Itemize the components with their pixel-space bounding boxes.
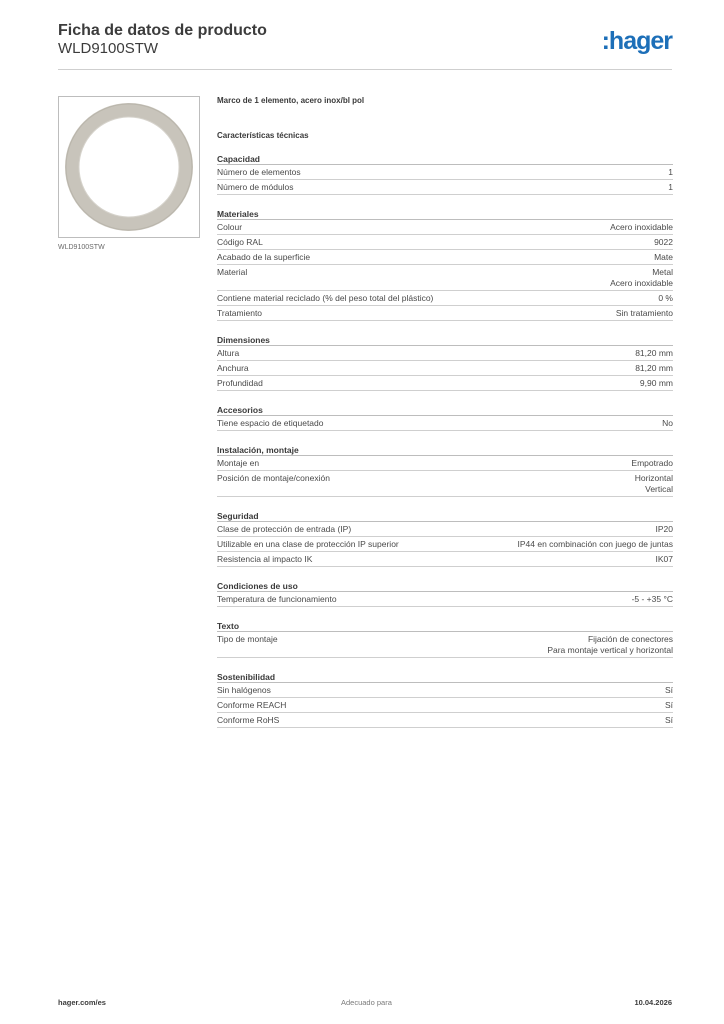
technical-characteristics-title: Características técnicas [217, 131, 309, 140]
spec-section [217, 444, 673, 497]
spec-label: Altura [217, 348, 240, 358]
spec-section [217, 671, 673, 728]
spec-value-line: 1 [668, 167, 673, 177]
spec-label: Material [217, 267, 248, 277]
spec-value-line: 9,90 mm [639, 378, 673, 388]
spec-value [640, 378, 673, 389]
spec-value-line: Sí [664, 700, 673, 710]
spec-value [665, 700, 673, 711]
spec-row [217, 713, 673, 728]
spec-label: Conforme REACH [217, 700, 287, 710]
product-description: Marco de 1 elemento, acero inox/bl pol [217, 96, 365, 105]
footer-center-text: Adecuado para [341, 998, 392, 1007]
spec-row [217, 537, 673, 552]
spec-label: Resistencia al impacto IK [217, 554, 313, 564]
footer-date: 10.04.2026 [634, 998, 672, 1007]
spec-label: Anchura [217, 363, 249, 373]
spec-row [217, 220, 673, 235]
spec-value-line: 81,20 mm [635, 348, 673, 358]
spec-row [217, 683, 673, 698]
spec-row [217, 265, 673, 291]
section-title: Instalación, montaje [217, 444, 673, 456]
spec-row [217, 456, 673, 471]
spec-value [635, 473, 673, 495]
section-title: Accesorios [217, 404, 673, 416]
spec-value [656, 554, 674, 565]
spec-label: Sin halógenos [217, 685, 271, 695]
spec-value-line: Sí [664, 715, 673, 725]
spec-row [217, 376, 673, 391]
product-reference: WLD9100STW [58, 40, 159, 57]
section-title: Seguridad [217, 510, 673, 522]
section-title: Dimensiones [217, 334, 673, 346]
spec-row [217, 346, 673, 361]
spec-value-line: 1 [668, 182, 673, 192]
spec-section [217, 580, 673, 607]
spec-value-line: Fijación de conectores [587, 634, 673, 644]
spec-label: Conforme RoHS [217, 715, 280, 725]
spec-row [217, 416, 673, 431]
spec-value-line: Acero inoxidable [610, 278, 673, 288]
spec-value [656, 524, 674, 535]
spec-label: Número de elementos [217, 167, 301, 177]
spec-label: Tratamiento [217, 308, 263, 318]
spec-value [518, 539, 673, 550]
spec-row [217, 471, 673, 497]
spec-value [654, 252, 673, 263]
section-title: Condiciones de uso [217, 580, 673, 592]
footer-website: hager.com/es [58, 998, 106, 1007]
spec-label: Código RAL [217, 237, 263, 247]
spec-row [217, 291, 673, 306]
spec-section [217, 153, 673, 195]
spec-value-line: IP44 en combinación con juego de juntas [517, 539, 673, 549]
spec-value-line: Sí [664, 685, 673, 695]
spec-row [217, 235, 673, 250]
spec-value-line: -5 - +35 °C [631, 594, 673, 604]
spec-value [668, 167, 673, 178]
spec-row [217, 306, 673, 321]
spec-value [665, 715, 673, 726]
spec-value-line: No [662, 418, 673, 428]
spec-value-line: Mate [654, 252, 673, 262]
spec-value-line: IP20 [655, 524, 673, 534]
spec-sections [217, 153, 673, 728]
spec-row [217, 698, 673, 713]
spec-value-line: Acero inoxidable [610, 222, 673, 232]
spec-row [217, 361, 673, 376]
spec-section [217, 334, 673, 391]
spec-label: Número de módulos [217, 182, 294, 192]
page-header [58, 22, 672, 70]
spec-value [547, 634, 673, 656]
spec-value-line: Sin tratamiento [615, 308, 673, 318]
spec-label: Contiene material reciclado (% del peso total del plástico) [217, 293, 434, 303]
spec-value-line: IK07 [655, 554, 673, 564]
spec-value [654, 237, 673, 248]
spec-row [217, 165, 673, 180]
spec-value-line: Horizontal [634, 473, 673, 483]
spec-section [217, 404, 673, 431]
spec-value [635, 363, 673, 374]
spec-label: Acabado de la superficie [217, 252, 311, 262]
spec-row [217, 180, 673, 195]
spec-section [217, 620, 673, 658]
spec-label: Montaje en [217, 458, 260, 468]
image-caption: WLD9100STW [58, 244, 105, 251]
spec-label: Temperatura de funcionamiento [217, 594, 337, 604]
spec-row [217, 552, 673, 567]
product-image [58, 96, 200, 238]
spec-row [217, 522, 673, 537]
spec-label: Posición de montaje/conexión [217, 473, 330, 483]
hager-logo: :hager [601, 27, 672, 55]
spec-value [616, 308, 673, 319]
spec-section [217, 510, 673, 567]
spec-content [217, 94, 673, 741]
section-title: Materiales [217, 208, 673, 220]
spec-value [665, 685, 673, 696]
spec-value-line: 9022 [654, 237, 673, 247]
document-title: Ficha de datos de producto [58, 22, 267, 39]
spec-value-line: Vertical [645, 484, 673, 494]
spec-value [658, 293, 673, 304]
spec-label: Clase de protección de entrada (IP) [217, 524, 352, 534]
spec-label: Colour [217, 222, 243, 232]
spec-section [217, 208, 673, 321]
spec-value-line: Empotrado [631, 458, 673, 468]
spec-label: Tipo de montaje [217, 634, 278, 644]
spec-label: Tiene espacio de etiquetado [217, 418, 324, 428]
spec-value-line: Para montaje vertical y horizontal [547, 645, 673, 655]
spec-value [631, 458, 673, 469]
spec-value-line: 0 % [658, 293, 673, 303]
section-title: Sostenibilidad [217, 671, 673, 683]
section-title: Capacidad [217, 153, 673, 165]
spec-value [632, 594, 673, 605]
spec-value [668, 182, 673, 193]
spec-value [610, 222, 673, 233]
spec-value-line: 81,20 mm [635, 363, 673, 373]
spec-value [635, 348, 673, 359]
spec-row [217, 632, 673, 658]
section-title: Texto [217, 620, 673, 632]
spec-row [217, 250, 673, 265]
spec-label: Utilizable en una clase de protección IP superior [217, 539, 399, 549]
spec-value [662, 418, 673, 429]
spec-value-line: Metal [652, 267, 673, 277]
spec-row [217, 592, 673, 607]
spec-label: Profundidad [217, 378, 263, 388]
spec-value [610, 267, 673, 289]
product-frame-icon [59, 97, 199, 237]
